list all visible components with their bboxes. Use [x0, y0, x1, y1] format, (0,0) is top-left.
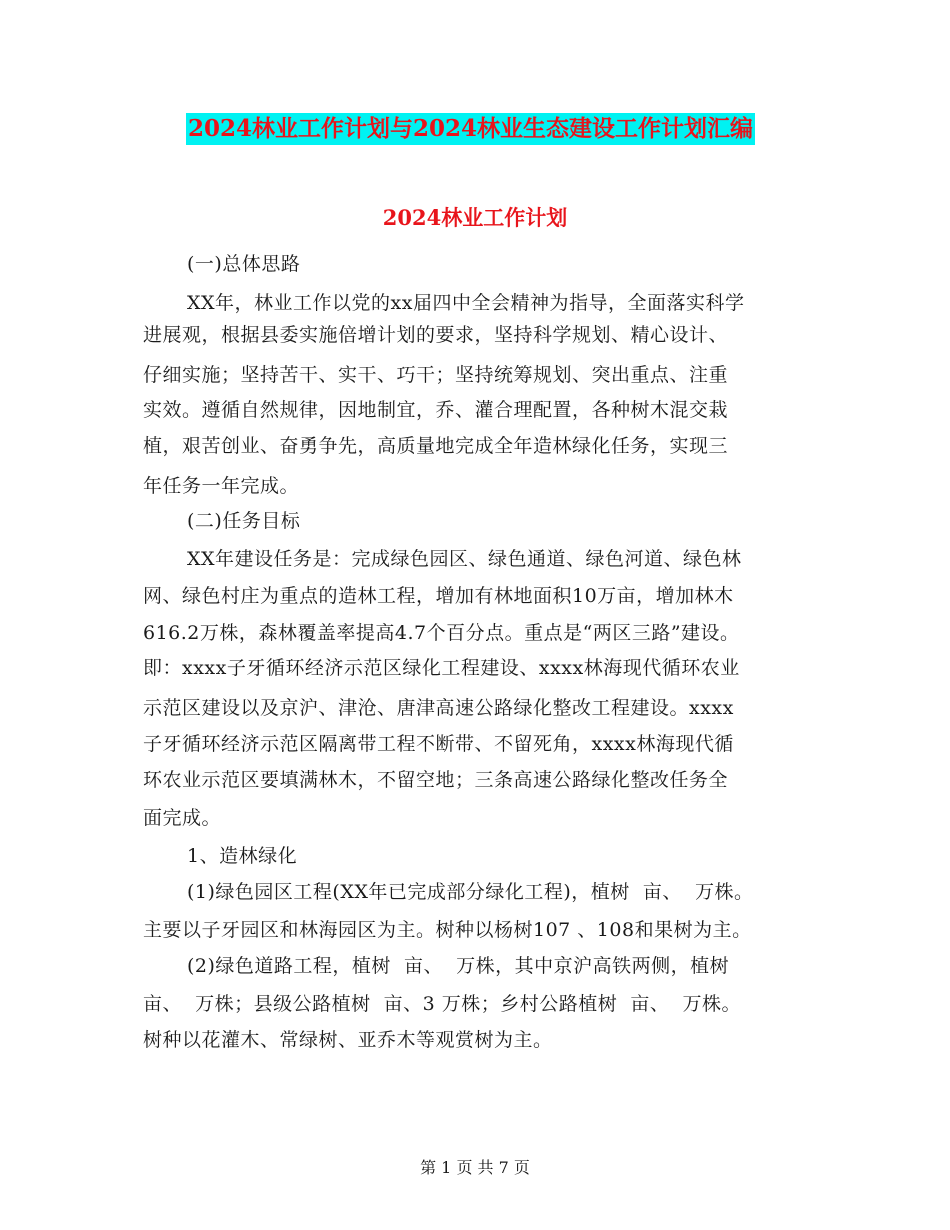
paragraph-line: 616.2万株，森林覆盖率提高4.7个百分点。重点是“两区三路”建设。: [143, 622, 740, 644]
paragraph-line: 树种以花灌木、常绿树、亚乔木等观赏树为主。: [143, 1029, 553, 1051]
paragraph-line: 仔细实施；坚持苦干、实干、巧干；坚持统筹规划、突出重点、注重: [143, 364, 729, 386]
paragraph-line: 即：xxxx子牙循环经济示范区绿化工程建设、xxxx林海现代循环农业: [143, 657, 740, 679]
paragraph-line: 实效。遵循自然规律，因地制宜，乔、灌合理配置，各种树木混交栽: [143, 399, 729, 421]
paragraph-line: 网、绿色村庄为重点的造林工程，增加有林地面积10万亩，增加林木: [143, 585, 734, 607]
paragraph-line: (一)总体思路: [187, 253, 301, 275]
main-title: 2024林业工作计划与2024林业生态建设工作计划汇编: [186, 113, 755, 145]
paragraph-line: 进展观，根据县委实施倍增计划的要求，坚持科学规划、精心设计、: [143, 324, 729, 346]
sub-title: 2024林业工作计划: [382, 205, 568, 230]
paragraph-line: XX年建设任务是：完成绿色园区、绿色通道、绿色河道、绿色林: [187, 548, 742, 570]
paragraph-line: 主要以子牙园区和林海园区为主。树种以杨树107 、108和果树为主。: [143, 919, 752, 941]
paragraph-line: (二)任务目标: [187, 510, 301, 532]
paragraph-line: 年任务一年完成。: [143, 475, 300, 497]
paragraph-line: (2)绿色道路工程，植树 亩、 万株，其中京沪高铁两侧，植树: [187, 955, 730, 977]
paragraph-line: (1)绿色园区工程(XX年已完成部分绿化工程)，植树 亩、 万株。: [187, 881, 754, 903]
paragraph-line: 植，艰苦创业、奋勇争先，高质量地完成全年造林绿化任务，实现三: [143, 435, 729, 457]
paragraph-line: 示范区建设以及京沪、津沧、唐津高速公路绿化整改工程建设。xxxx: [143, 697, 734, 719]
paragraph-line: 环农业示范区要填满林木，不留空地；三条高速公路绿化整改任务全: [143, 769, 729, 791]
paragraph-line: 1、造林绿化: [187, 845, 298, 867]
page-footer: 第 1 页 共 7 页: [420, 1158, 530, 1177]
paragraph-line: 子牙循环经济示范区隔离带工程不断带、不留死角，xxxx林海现代循: [143, 733, 734, 755]
paragraph-line: 亩、 万株；县级公路植树 亩、3 万株；乡村公路植树 亩、 万株。: [143, 993, 741, 1015]
paragraph-line: 面完成。: [143, 807, 222, 829]
paragraph-line: XX年，林业工作以党的xx届四中全会精神为指导，全面落实科学: [187, 292, 745, 314]
